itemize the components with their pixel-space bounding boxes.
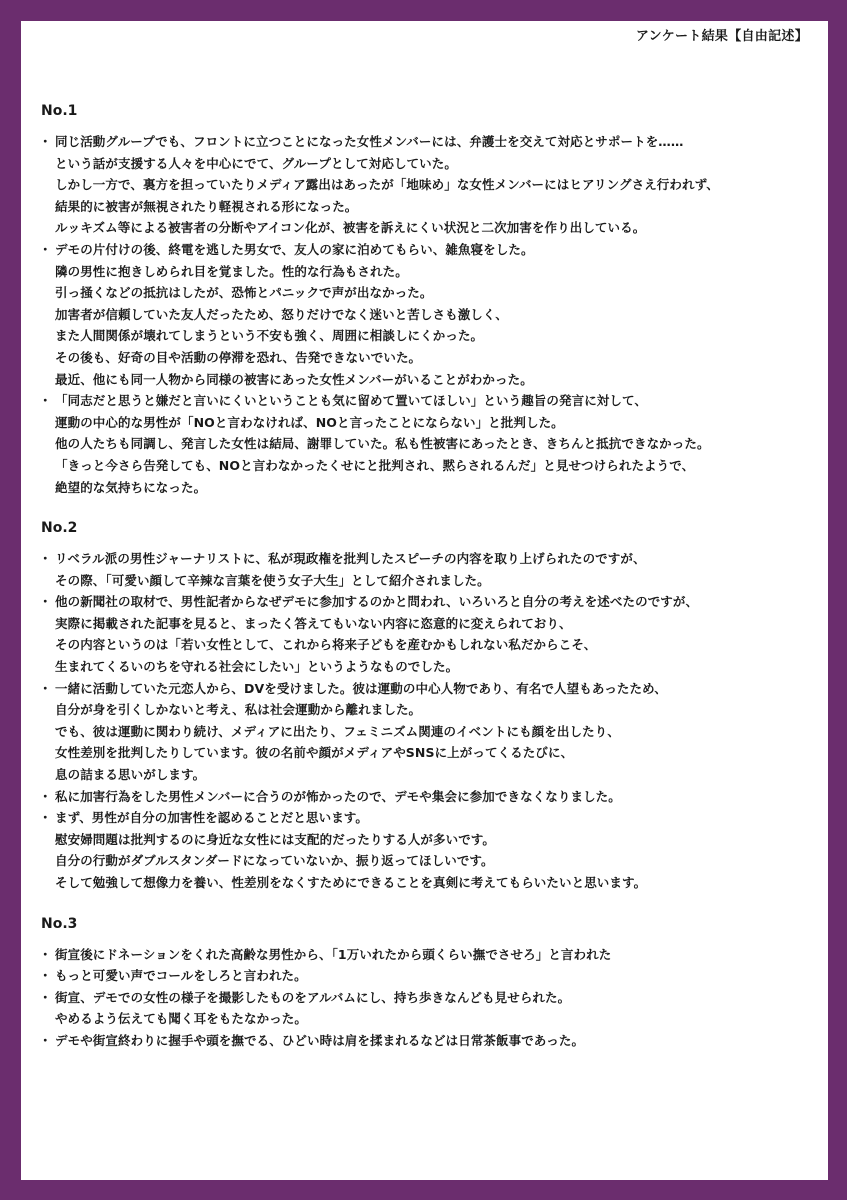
response-item <box>39 239 819 390</box>
bullet-mark: ・ <box>39 680 52 696</box>
response-line <box>39 987 819 1009</box>
response-line <box>39 217 819 239</box>
response-line <box>39 613 819 635</box>
response-line <box>39 829 819 851</box>
document-page <box>21 21 828 1180</box>
response-text: デモや街宣終わりに握手や頭を撫でる、ひどい時は肩を揉まれるなどは日常茶飯事であった。 <box>55 1032 585 1048</box>
bullet-mark: ・ <box>39 241 52 257</box>
response-line <box>39 282 819 304</box>
response-line <box>39 239 819 261</box>
response-text: 街宣、デモでの女性の様子を撮影したものをアルバムにし、持ち歩きなんども見せられた。 <box>55 989 571 1005</box>
response-line <box>39 634 819 656</box>
response-item <box>39 987 819 1030</box>
page-header-title: アンケート結果【自由記述】 <box>635 29 808 44</box>
response-line <box>39 965 819 987</box>
document-body <box>39 101 819 1072</box>
response-text: また人間関係が壊れてしまうという不安も強く、周囲に相談しにくかった。 <box>55 328 484 344</box>
response-item <box>39 548 819 591</box>
response-text: 街宣後にドネーションをくれた高齢な男性から、「1万いれたから頭くらい撫でさせろ」と言われた <box>55 946 612 962</box>
bullet-mark: ・ <box>39 551 52 567</box>
response-line <box>39 850 819 872</box>
response-text: 生まれてくるいのちを守れる社会にしたい」というようなものでした。 <box>55 659 459 675</box>
response-text: まず、男性が自分の加害性を認めることだと思います。 <box>55 810 369 826</box>
response-line <box>39 174 819 196</box>
response-item <box>39 678 819 786</box>
bullet-mark: ・ <box>39 968 52 984</box>
response-line <box>39 390 819 412</box>
response-text: 私に加害行為をした男性メンバーに合うのが怖かったので、デモや集会に参加できなくなりました。 <box>55 788 621 804</box>
response-text: 引っ掻くなどの抵抗はしたが、恐怖とパニックで声が出なかった。 <box>55 285 433 301</box>
response-line <box>39 412 819 434</box>
response-line <box>39 548 819 570</box>
response-text: 自分の行動がダブルスタンダードになっていないか、振り返ってほしいです。 <box>55 853 494 869</box>
response-line <box>39 304 819 326</box>
response-item <box>39 786 819 808</box>
response-line <box>39 131 819 153</box>
response-line <box>39 872 819 894</box>
response-item <box>39 131 819 239</box>
response-text: 女性差別を批判したりしています。彼の名前や顔がメディアやSNSに上がってくるたびに、 <box>55 745 574 761</box>
section-title: No.1 <box>41 103 78 119</box>
response-line <box>39 369 819 391</box>
response-text: でも、彼は運動に関わり続け、メディアに出たり、フェミニズム関連のイベントにも顔を出したり、 <box>55 723 620 739</box>
response-line <box>39 1008 819 1030</box>
response-text: その後も、好奇の目や活動の停滞を恐れ、告発できないでいた。 <box>55 349 422 365</box>
response-line <box>39 591 819 613</box>
response-item <box>39 807 819 893</box>
response-text: デモの片付けの後、終電を逃した男女で、友人の家に泊めてもらい、雑魚寝をした。 <box>55 241 534 257</box>
response-text: 加害者が信頼していた友人だったため、怒りだけでなく迷いと苦しさも激しく、 <box>55 306 508 322</box>
bullet-mark: ・ <box>39 810 52 826</box>
response-line <box>39 153 819 175</box>
response-text: リベラル派の男性ジャーナリストに、私が現政権を批判したスピーチの内容を取り上げられたのですが、 <box>55 551 646 567</box>
response-text: そして勉強して想像力を養い、性差別をなくすためにできることを真剣に考えてもらいたいと思います。 <box>55 875 647 890</box>
bullet-mark: ・ <box>39 946 52 962</box>
response-text: 隣の男性に抱きしめられ目を覚ました。性的な行為もされた。 <box>55 263 408 279</box>
response-text: もっと可愛い声でコールをしろと言われた。 <box>55 968 307 984</box>
response-text: 最近、他にも同一人物から同様の被害にあった女性メンバーがいることがわかった。 <box>55 371 533 387</box>
bullet-mark: ・ <box>39 989 52 1005</box>
bullet-mark: ・ <box>39 788 52 804</box>
response-text: 他の人たちも同調し、発言した女性は結局、謝罪していた。私も性被害にあったとき、きちんと抵抗できなかった。 <box>55 436 710 452</box>
response-line <box>39 325 819 347</box>
response-text: 絶望的な気持ちになった。 <box>55 479 207 495</box>
response-text: 「きっと今さら告発しても、NOと言わなかったくせにと批判され、黙らされるんだ」と見せつけられたようで、 <box>55 457 695 473</box>
response-text: 実際に掲載された記事を見ると、まったく答えてもいない内容に恣意的に変えられており、 <box>55 615 572 631</box>
response-line <box>39 699 819 721</box>
section-title: No.3 <box>41 915 78 932</box>
response-text: 同じ活動グループでも、フロントに立つことになった女性メンバーには、弁護士を交えて対応とサポートを…… <box>55 134 684 149</box>
response-item <box>39 1030 819 1052</box>
response-text: 他の新聞社の取材で、男性記者からなぜデモに参加するのかと問われ、いろいろと自分の考えを述べたのですが、 <box>55 594 699 610</box>
response-text: 息の詰まる思いがします。 <box>55 767 206 783</box>
response-line <box>39 807 819 829</box>
response-item <box>39 591 819 677</box>
response-line <box>39 196 819 218</box>
response-text: 運動の中心的な男性が「NOと言わなければ、NOと言ったことにならない」と批判した。 <box>55 414 564 430</box>
response-line <box>39 721 819 743</box>
response-item <box>39 390 819 498</box>
response-text: しかし一方で、裏方を担っていたりメディア露出はあったが「地味め」な女性メンバーにはヒアリングさえ行われず、 <box>55 177 719 193</box>
bullet-mark: ・ <box>39 393 52 409</box>
section-title: No.2 <box>41 520 78 537</box>
response-line <box>39 742 819 764</box>
response-line <box>39 944 819 966</box>
bullet-mark: ・ <box>39 1032 52 1048</box>
survey-section <box>39 914 819 1052</box>
response-text: 結果的に被害が無視されたり軽視される形になった。 <box>55 198 358 214</box>
response-line <box>39 347 819 369</box>
response-text: 一緒に活動していた元恋人から、DVを受けました。彼は運動の中心人物であり、有名で人望もあったため、 <box>55 680 667 696</box>
survey-section <box>39 101 819 498</box>
response-line <box>39 455 819 477</box>
bullet-mark: ・ <box>39 594 52 610</box>
response-line <box>39 656 819 678</box>
response-line <box>39 1030 819 1052</box>
response-line <box>39 786 819 808</box>
response-line <box>39 477 819 499</box>
response-line <box>39 570 819 592</box>
response-line <box>39 433 819 455</box>
response-text: やめるよう伝えても聞く耳をもたなかった。 <box>55 1011 308 1027</box>
response-text: その際、「可愛い顔して辛辣な言葉を使う女子大生」として紹介されました。 <box>55 572 490 588</box>
response-text: 慰安婦問題は批判するのに身近な女性には支配的だったりする人が多いです。 <box>55 831 496 847</box>
response-text: ルッキズム等による被害者の分断やアイコン化が、被害を訴えにくい状況と二次加害を作り出している。 <box>55 220 646 236</box>
response-item <box>39 965 819 987</box>
response-line <box>39 764 819 786</box>
bullet-mark: ・ <box>39 134 52 149</box>
response-text: という話が支援する人々を中心にでて、グループとして対応していた。 <box>55 155 457 171</box>
response-text: 「同志だと思うと嫌だと言いにくいということも気に留めて置いてほしい」という趣旨の発言に対して、 <box>55 393 647 409</box>
response-text: 自分が身を引くしかないと考え、私は社会運動から離れました。 <box>55 702 422 718</box>
response-text: その内容というのは「若い女性として、これから将来子どもを産むかもしれない私だからこそ、 <box>55 637 597 653</box>
response-line <box>39 678 819 700</box>
response-line <box>39 261 819 283</box>
response-item <box>39 944 819 966</box>
survey-section <box>39 518 819 894</box>
